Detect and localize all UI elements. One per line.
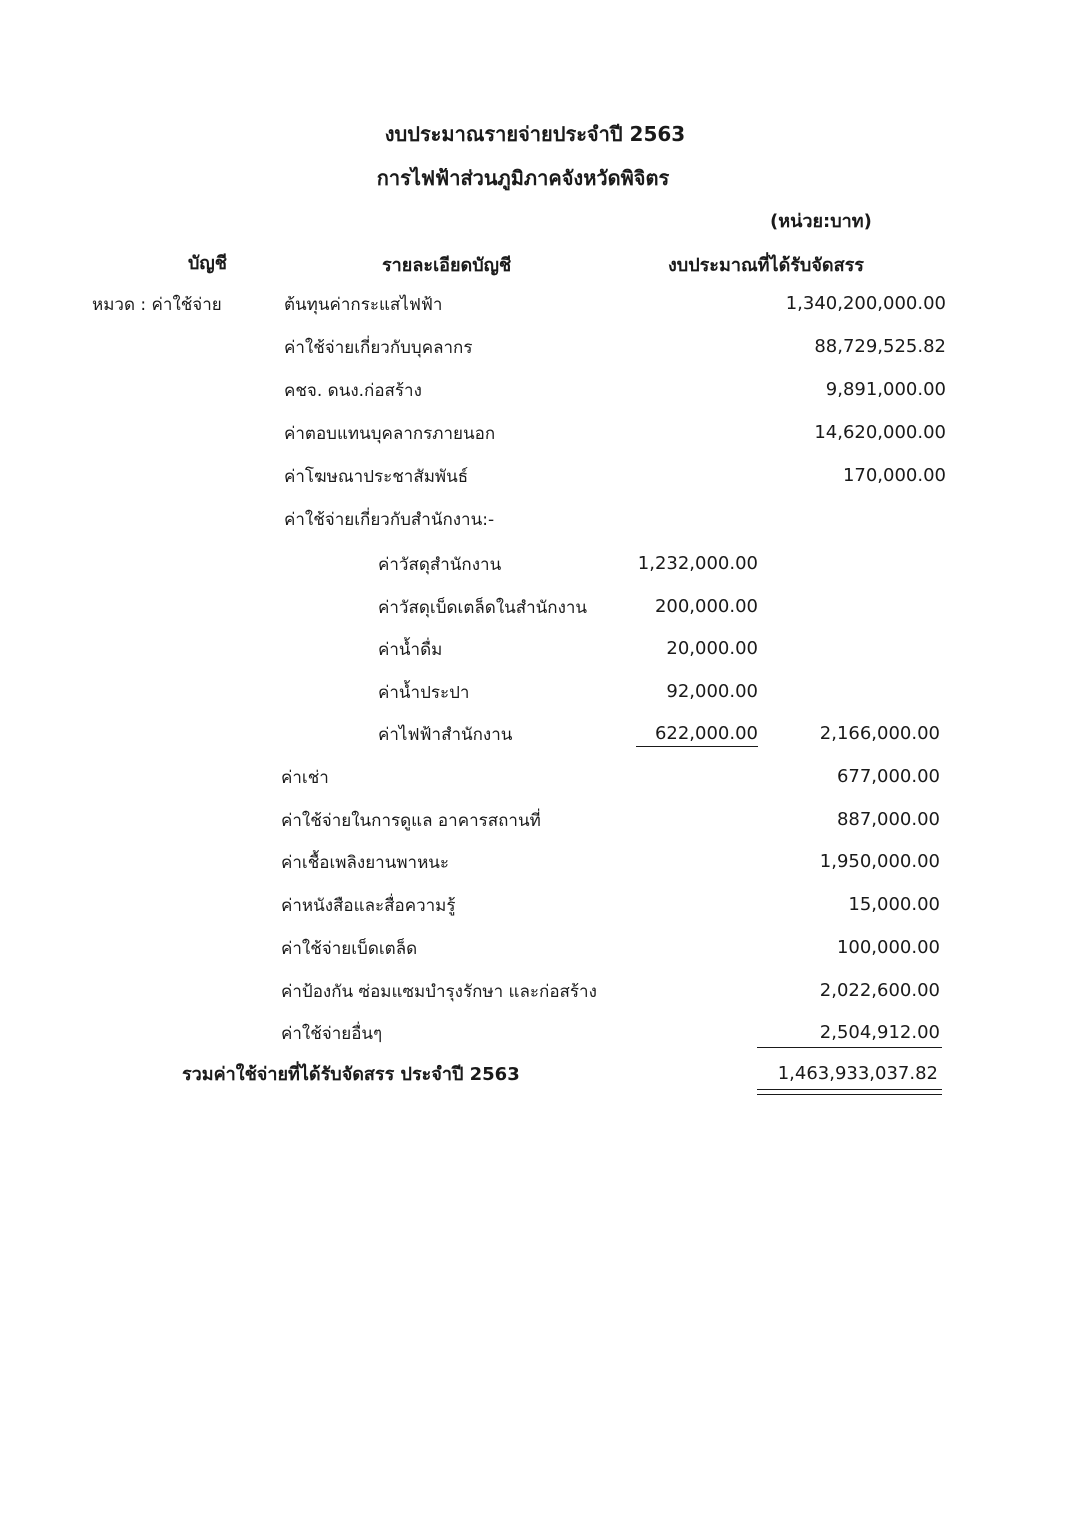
expense-item-label: ค่าตอบแทนบุคลากรภายนอก	[284, 424, 496, 444]
office-item-label: ค่าไฟฟ้าสำนักงาน	[378, 725, 513, 745]
total-underline	[757, 1047, 942, 1048]
total-amount: 1,463,933,037.82	[777, 1063, 938, 1084]
expense-item-amount: 15,000.00	[848, 894, 940, 916]
category-label: หมวด : ค่าใช้จ่าย	[92, 295, 222, 315]
expense-item-label: ค่าใช้จ่ายในการดูแล อาคารสถานที่	[281, 810, 541, 831]
expense-item-label: ค่าโฆษณาประชาสัมพันธ์	[284, 467, 469, 487]
expense-item-amount: 9,891,000.00	[825, 379, 946, 400]
expense-item-label: ค่าใช้จ่ายเบ็ดเตล็ด	[281, 938, 418, 959]
expense-item-label: คชจ. ดนง.ก่อสร้าง	[284, 381, 422, 401]
total-double-underline-top	[757, 1089, 942, 1090]
office-item-label: ค่าวัสดุเบ็ดเตล็ดในสำนักงาน	[378, 597, 588, 618]
unit-label: (หน่วย:บาท)	[770, 211, 872, 232]
office-item-label: ค่าน้ำดื่ม	[378, 640, 443, 660]
header-budget: งบประมาณที่ได้รับจัดสรร	[668, 255, 864, 276]
document-subtitle: การไฟฟ้าส่วนภูมิภาคจังหวัดพิจิตร	[376, 166, 670, 190]
document-title: งบประมาณรายจ่ายประจำปี 2563	[384, 122, 686, 146]
expense-item-label: ค่าใช้จ่ายเกี่ยวกับสำนักงาน:-	[284, 510, 495, 530]
header-account: บัญชี	[188, 253, 227, 274]
expense-item-amount: 88,729,525.82	[814, 336, 946, 357]
expense-item-amount: 100,000.00	[836, 936, 940, 958]
office-item-amount: 1,232,000.00	[637, 553, 758, 574]
office-item-amount: 622,000.00	[654, 723, 758, 744]
expense-item-amount: 1,950,000.00	[819, 851, 940, 873]
expense-item-label: ค่าเช่า	[281, 768, 329, 788]
total-double-underline-bottom	[757, 1094, 942, 1095]
expense-item-amount: 170,000.00	[842, 465, 946, 486]
expense-item-label: ค่าป้องกัน ซ่อมแซมบำรุงรักษา และก่อสร้าง	[281, 981, 597, 1002]
expense-item-amount: 2,504,912.00	[819, 1022, 940, 1044]
office-item-amount: 200,000.00	[654, 595, 758, 617]
office-subtotal-underline	[636, 746, 758, 747]
office-item-amount: 92,000.00	[666, 680, 758, 702]
office-item-label: ค่าน้ำประปา	[378, 682, 470, 703]
header-details: รายละเอียดบัญชี	[382, 255, 512, 276]
expense-item-amount: 677,000.00	[836, 766, 940, 787]
expense-item-label: ต้นทุนค่ากระแสไฟฟ้า	[284, 295, 443, 315]
expense-item-label: ค่าเชื้อเพลิงยานพาหนะ	[281, 853, 450, 874]
office-item-label: ค่าวัสดุสำนักงาน	[378, 555, 502, 575]
expense-item-amount: 14,620,000.00	[814, 422, 946, 443]
expense-item-amount: 887,000.00	[836, 808, 940, 830]
office-item-amount: 20,000.00	[666, 638, 758, 659]
expense-item-label: ค่าใช้จ่ายเกี่ยวกับบุคลากร	[284, 338, 473, 358]
office-subtotal: 2,166,000.00	[819, 723, 940, 744]
expense-item-label: ค่าหนังสือและสื่อความรู้	[281, 896, 456, 917]
expense-item-label: ค่าใช้จ่ายอื่นๆ	[281, 1024, 383, 1045]
expense-item-amount: 1,340,200,000.00	[785, 293, 946, 314]
expense-item-amount: 2,022,600.00	[819, 979, 940, 1001]
total-label: รวมค่าใช้จ่ายที่ได้รับจัดสรร ประจำปี 2563	[182, 1064, 520, 1085]
